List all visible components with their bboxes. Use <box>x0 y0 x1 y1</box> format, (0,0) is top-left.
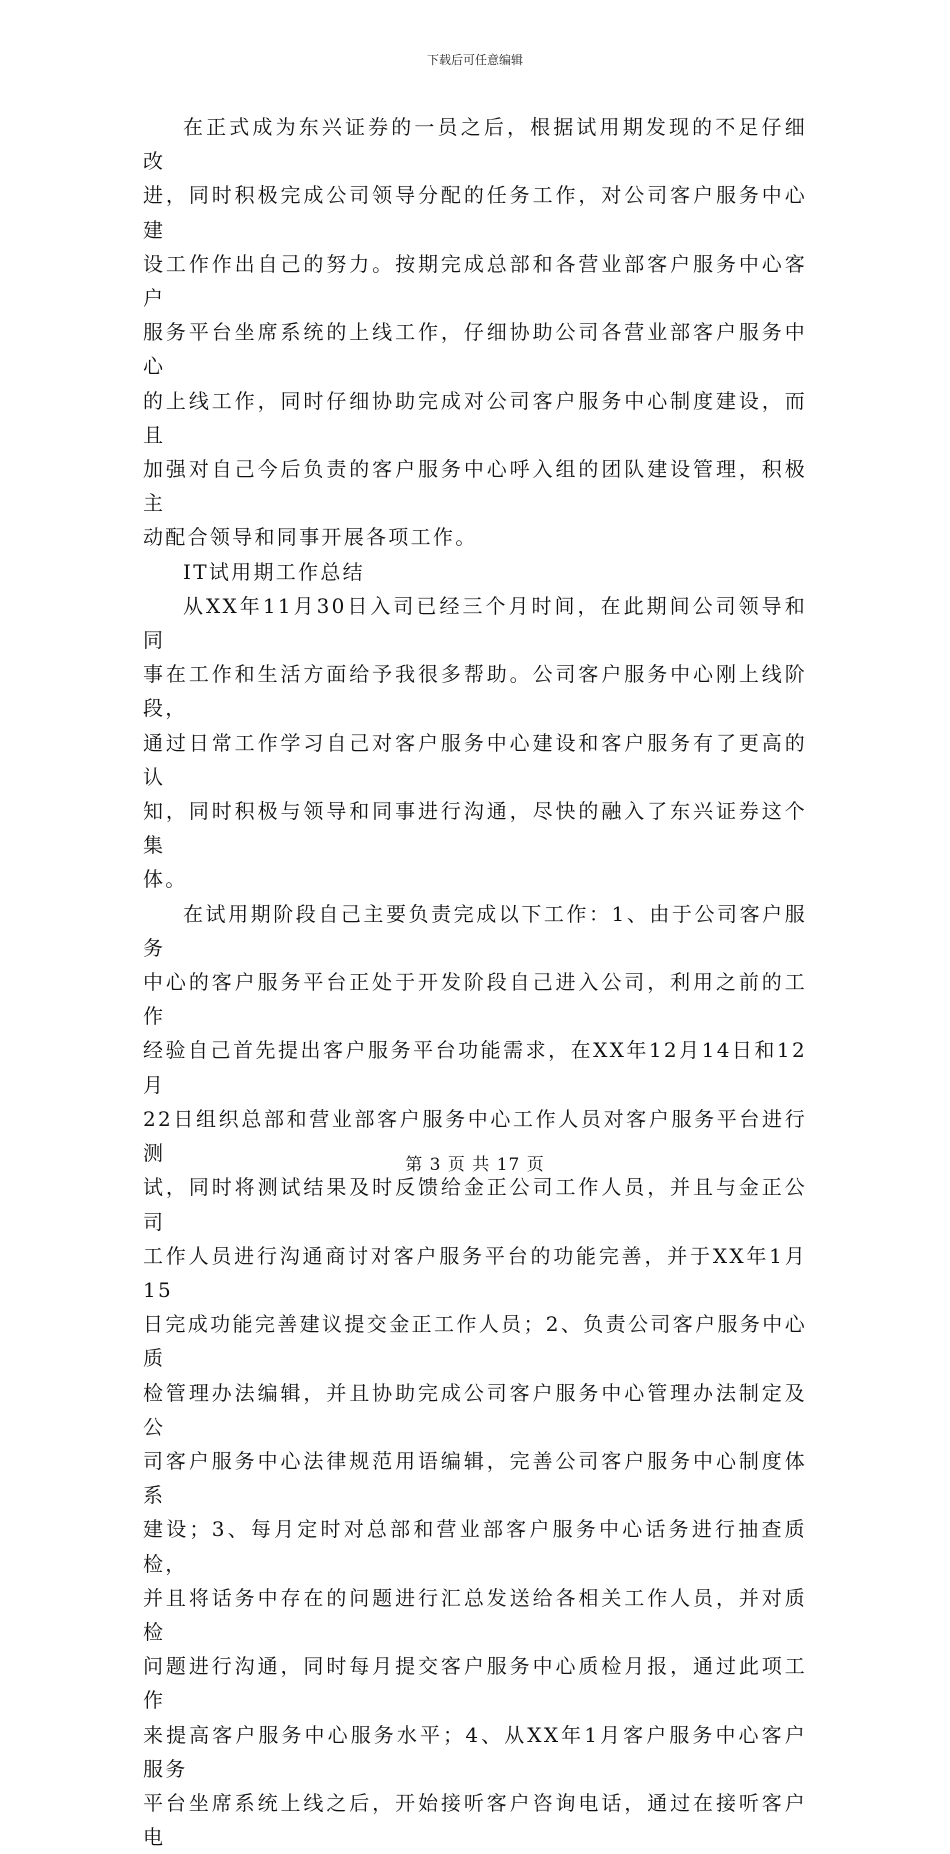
paragraph-2: 从XX年11月30日入司已经三个月时间，在此期间公司领导和同 事在工作和生活方面给予我很多帮助。公司客户服务中心刚上线阶段， 通过日常工作学习自己对客户服务中心建设和客户服务有了更高的认 知，同时积极与领导和同事进行沟通，尽快的融入了东兴证券这个集 体。 <box>143 593 807 892</box>
paragraph-3: 在试用期阶段自己主要负责完成以下工作：1、由于公司客户服务 中心的客户服务平台正处于开发阶段自己进入公司，利用之前的工作 经验自己首先提出客户服务平台功能需求，在XX年12月14日和12月 22日组织总部和营业部客户服务中心工作人员对客户服务平台进行测 试，同时将测试结果及时反馈给金正公司工作人员，并且与金正公司 工作人员进行沟通商讨对客户服务平台的功能完善，并于XX年1月15 日完成功能完善建议提交金正工作人员；2、负责公司客户服务中心质 检管理办法编辑，并且协助完成公司客户服务中心管理办法制定及公 司客户服务中心法律规范用语编辑，完善公司客户服务中心制度体系 建设；3、每月定时对总部和营业部客户服务中心话务进行抽查质检， 并且将话务中存在的问题进行汇总发送给各相关工作人员，并对质检 问题进行沟通，同时每月提交客户服务中心质检月报，通过此项工作 来提高客户服务中心服务水平；4、从XX年1月客户服务中心客户服务 平台坐席系统上线之后，开始接听客户咨询电话，通过在接听客户电 <box>143 901 807 1850</box>
paragraph-1: 在正式成为东兴证券的一员之后，根据试用期发现的不足仔细改 进，同时积极完成公司领导分配的任务工作，对公司客户服务中心建 设工作作出自己的努力。按期完成总部和各营业部客户服务中心客户 服务平台坐席系统的上线工作，仔细协助公司各营业部客户服务中心 的上线工作，同时仔细协助完成对公司客户服务中心制度建设，而且 加强对自己今后负责的客户服务中心呼入组的团队建设管理，积极主 动配合领导和同事开展各项工作。 <box>143 115 807 550</box>
page-header: 下载后可任意编辑 <box>426 53 523 67</box>
page-footer: 第 3 页 共 17 页 <box>405 1155 545 1175</box>
document-body <box>143 110 807 1854</box>
section-heading: IT试用期工作总结 <box>183 559 365 584</box>
